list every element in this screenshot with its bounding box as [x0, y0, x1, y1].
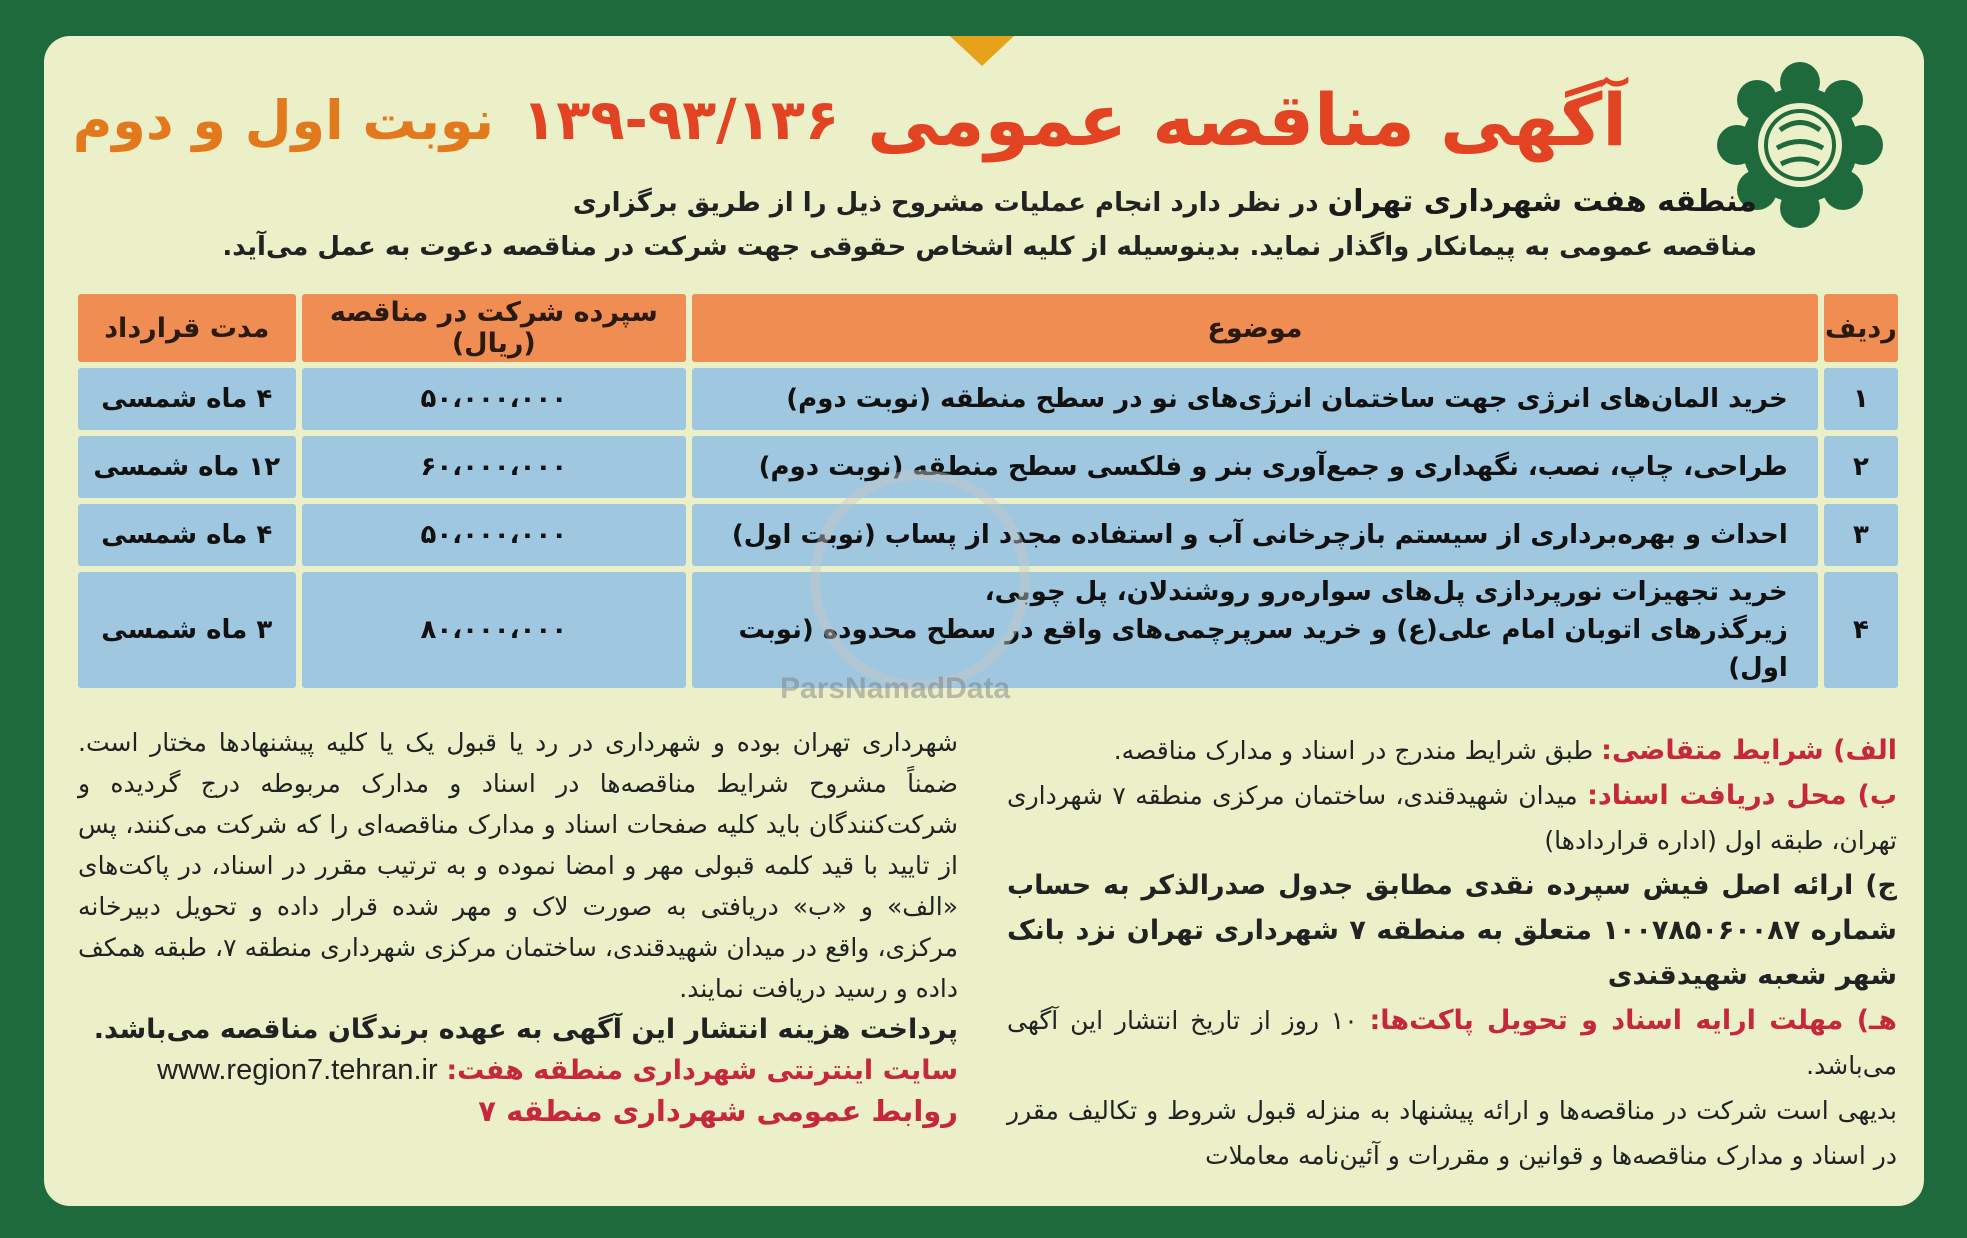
condition-b-text: میدان شهیدقندی، ساختمان مرکزی منطقه ۷ شهرداری تهران، طبقه اول (اداره قراردادها) [1007, 781, 1897, 855]
condition-c: ج) ارائه اصل فیش سپرده نقدی مطابق جدول صدرالذکر به حساب شماره ۱۰۰۷۸۵۰۶۰۰۸۷ متعلق به منطقه ۷ شهرداری تهران نزد بانک شهر شعبه شهیدقندی [1007, 870, 1897, 991]
details-text: شهرداری تهران بوده و شهرداری در رد یا قبول یک یا کلیه پیشنهادها مختار است. ضمناً مشروح شرایط مناقصه‌ها در اسناد و مدارک مربوطه درج گردیده و شرکت‌کنندگان باید کلیه صفحات اسناد و مدارک مناقصه‌ای را که شرکت می‌کنند، پس از تایید با قید کلمه قبولی مهر و امضا نموده و به ترتیب مقرر در اسناد، در پاکت‌های «الف» و «ب» دریافتی به صورت لاک و مهر شده قرار داده و تحویل دبیرخانه مرکزی، واقع در میدان شهیدقندی، ساختمان مرکزی شهرداری منطقه ۷، طبقه همکف داده و رسید دریافت نمایند. [78, 728, 958, 1003]
table-row [78, 368, 1898, 430]
website-url[interactable]: www.region7.tehran.ir [157, 1054, 438, 1086]
table-row [78, 436, 1898, 498]
top-notch [950, 36, 1014, 66]
condition-h [1007, 998, 1897, 1088]
condition-h-label: هـ) مهلت ارایه اسناد و تحویل پاکت‌ها: [1369, 1005, 1897, 1036]
notice-title [73, 70, 1627, 170]
condition-a-label: الف) شرایط متقاضی: [1601, 735, 1897, 766]
title-turn: نوبت اول و دوم [72, 88, 495, 152]
website-row [78, 1050, 958, 1091]
condition-a-text: طبق شرایط مندرج در اسناد و مدارک مناقصه. [1113, 736, 1594, 765]
row-no: ۴ [1824, 572, 1898, 688]
watermark-seal [810, 470, 1030, 690]
row-duration: ۴ ماه شمسی [78, 368, 296, 430]
condition-h-text: ۱۰ روز از تاریخ انتشار این آگهی می‌باشد. [1007, 1006, 1897, 1080]
intro-line1: در نظر دارد انجام عملیات مشروح ذیل را از طریق برگزاری [572, 188, 1319, 218]
row-deposit: ۶۰،۰۰۰،۰۰۰ [302, 436, 687, 498]
row-duration: ۴ ماه شمسی [78, 504, 296, 566]
condition-b-label: ب) محل دریافت اسناد: [1587, 780, 1897, 811]
issuer-name: منطقه هفت شهرداری تهران [1327, 184, 1757, 219]
row-subject: طراحی، چاپ، نصب، نگهداری و جمع‌آوری بنر و فلکسی سطح منطقه (نوبت دوم) [692, 436, 1818, 498]
row-subject: احداث و بهره‌برداری از سیستم بازچرخانی آب و استفاده مجدد از پساب (نوبت اول) [692, 504, 1818, 566]
row-no: ۲ [1824, 436, 1898, 498]
row-duration: ۳ ماه شمسی [78, 572, 296, 688]
row-duration: ۱۲ ماه شمسی [78, 436, 296, 498]
title-main: آگهی مناقصه عمومی [867, 78, 1627, 162]
header-row-no: ردیف [1824, 294, 1898, 362]
header-duration: مدت قرارداد [78, 294, 296, 362]
tender-number: ۱۳۹-۹۳/۱۳۶ [522, 87, 840, 153]
row-no: ۳ [1824, 504, 1898, 566]
website-label: سایت اینترنتی شهرداری منطقه هفت: [446, 1055, 958, 1086]
row-deposit: ۵۰،۰۰۰،۰۰۰ [302, 504, 687, 566]
public-relations-signature: روابط عمومی شهرداری منطقه ۷ [478, 1094, 958, 1128]
row-deposit: ۸۰،۰۰۰،۰۰۰ [302, 572, 687, 688]
condition-b [1007, 773, 1897, 863]
row-no: ۱ [1824, 368, 1898, 430]
row-subject: خرید المان‌های انرژی جهت ساختمان انرژی‌های نو در سطح منطقه (نوبت دوم) [692, 368, 1818, 430]
header-deposit: سپرده شرکت در مناقصه (ریال) [302, 294, 687, 362]
row-deposit: ۵۰،۰۰۰،۰۰۰ [302, 368, 687, 430]
header-subject: موضوع [692, 294, 1818, 362]
row-subject-line1: خرید تجهیزات نورپردازی پل‌های سواره‌رو روشندلان، پل چوبی، [984, 577, 1788, 607]
intro-line2: مناقصه عمومی به پیمانکار واگذار نماید. بدینوسیله از کلیه اشخاص حقوقی جهت شرکت در مناقصه دعوت به عمل می‌آید. [222, 232, 1757, 262]
details-column [78, 722, 958, 1132]
conditions-note: بدیهی است شرکت در مناقصه‌ها و ارائه پیشنهاد به منزله قبول شروط و تکالیف مقرر در اسناد و مدارک مناقصه‌ها و قوانین و مقررات و آئین‌نامه معاملات [1007, 1096, 1897, 1170]
intro-paragraph [207, 180, 1757, 269]
condition-a [1007, 728, 1897, 773]
fee-note: پرداخت هزینه انتشار این آگهی به عهده برندگان مناقصه می‌باشد. [93, 1014, 958, 1045]
row-subject-line2: زیرگذرهای اتوبان امام علی(ع) و خرید سرپرچمی‌های واقع در سطح محدوده (نوبت اول) [738, 615, 1788, 683]
watermark-text: ParsNamadData [780, 672, 1011, 705]
table-header-row [78, 294, 1898, 362]
conditions-column [1007, 728, 1897, 1178]
